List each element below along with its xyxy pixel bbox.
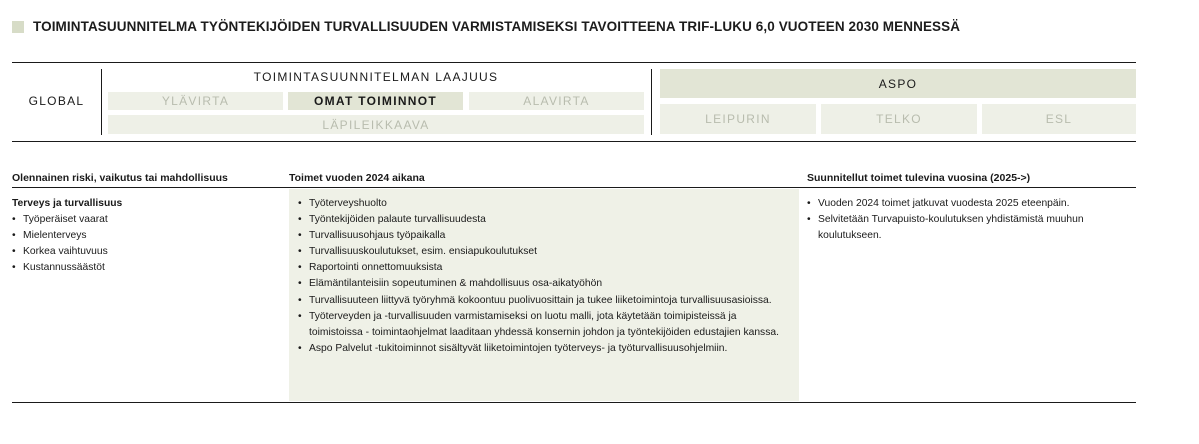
action-item: • Turvallisuuskoulutukset, esim. ensiapukoulutukset	[298, 244, 793, 260]
action-item: • Raportointi onnettomuuksista	[298, 260, 793, 276]
scope-esl: ESL	[982, 104, 1136, 134]
actions-2024-column	[298, 196, 793, 357]
header-rule	[12, 187, 1136, 188]
page-title: TOIMINTASUUNNITELMA TYÖNTEKIJÖIDEN TURVALLISUUDEN VARMISTAMISEKSI TAVOITTEENA TRIF-LUKU 6,0 VUOTEEN 2030 MENNESSÄ	[33, 19, 961, 34]
bottom-rule	[12, 402, 1136, 403]
action-item: • Turvallisuuteen liittyvä työryhmä kokoontuu puolivuosittain ja tukee liiketoimintoja turvallisuusasioissa.	[298, 293, 793, 309]
scope-telko: TELKO	[821, 104, 977, 134]
col-header-planned: Suunnitellut toimet tulevina vuosina (2025->)	[807, 172, 1031, 184]
action-item: • Työntekijöiden palaute turvallisuudesta	[298, 212, 793, 228]
scope-downstream: ALAVIRTA	[469, 92, 644, 110]
table-bottom-rule	[12, 141, 1136, 142]
planned-item: • Selvitetään Turvapuisto-koulutuksen yhdistämistä muuhun koulutukseen.	[807, 212, 1127, 244]
col-header-risk: Olennainen riski, vaikutus tai mahdollisuus	[12, 172, 228, 184]
action-item: • Työterveyshuolto	[298, 196, 793, 212]
risk-heading: Terveys ja turvallisuus	[12, 198, 123, 209]
planned-column	[807, 196, 1127, 244]
title-row	[12, 19, 960, 34]
action-item: • Turvallisuusohjaus työpaikalla	[298, 228, 793, 244]
divider-global	[101, 69, 102, 135]
scope-cross-cutting: LÄPILEIKKAAVA	[108, 115, 644, 134]
scope-leipurin: LEIPURIN	[660, 104, 816, 134]
action-item: • Aspo Palvelut -tukitoiminnot sisältyvät liiketoimintojen työterveys- ja työturvallisuusohjelmiin.	[298, 341, 793, 357]
action-item: • Työterveyden ja -turvallisuuden varmistamiseksi on luotu malli, jota käytetään toimipisteissä ja toimistoissa - toimintaohjelmat laaditaan yhdessä konsernin johdon ja työntekijöiden edustajien kanssa.	[298, 309, 793, 341]
action-item: • Elämäntilanteisiin sopeutuminen & mahdollisuus osa-aikatyöhön	[298, 276, 793, 292]
risk-item: • Korkea vaihtuvuus	[12, 244, 277, 260]
scope-heading: TOIMINTASUUNNITELMAN LAAJUUS	[253, 70, 499, 84]
divider-aspo	[651, 69, 652, 135]
scope-global: GLOBAL	[28, 94, 85, 108]
scope-aspo: ASPO	[660, 69, 1136, 98]
col-header-actions-2024: Toimet vuoden 2024 aikana	[289, 172, 425, 184]
title-marker	[12, 21, 24, 33]
planned-item: • Vuoden 2024 toimet jatkuvat vuodesta 2025 eteenpäin.	[807, 196, 1127, 212]
table-top-rule	[12, 62, 1136, 63]
risk-item: • Mielenterveys	[12, 228, 277, 244]
scope-upstream: YLÄVIRTA	[108, 92, 283, 110]
scope-own-operations: OMAT TOIMINNOT	[288, 92, 463, 110]
risk-column	[12, 196, 277, 276]
risk-item: • Työperäiset vaarat	[12, 212, 277, 228]
risk-item: • Kustannussäästöt	[12, 260, 277, 276]
